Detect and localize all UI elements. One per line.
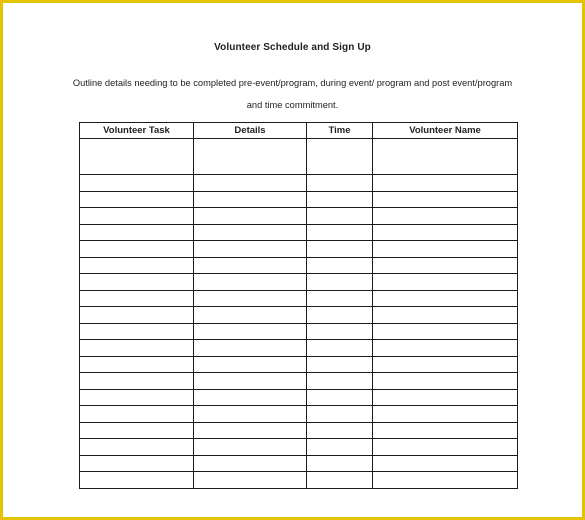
- time-cell[interactable]: [307, 439, 373, 456]
- name-cell[interactable]: [373, 455, 518, 472]
- time-cell[interactable]: [307, 356, 373, 373]
- time-cell[interactable]: [307, 422, 373, 439]
- details-cell[interactable]: [194, 224, 307, 241]
- task-cell[interactable]: [80, 175, 194, 192]
- name-cell[interactable]: [373, 356, 518, 373]
- table-row: [80, 455, 518, 472]
- task-cell[interactable]: [80, 373, 194, 390]
- details-cell[interactable]: [194, 241, 307, 258]
- time-cell[interactable]: [307, 389, 373, 406]
- table-row: [80, 472, 518, 489]
- table-row: [80, 139, 518, 175]
- table-row: [80, 307, 518, 324]
- document-title: Volunteer Schedule and Sign Up: [214, 42, 371, 53]
- time-cell[interactable]: [307, 373, 373, 390]
- name-cell[interactable]: [373, 224, 518, 241]
- time-cell[interactable]: [307, 406, 373, 423]
- task-cell[interactable]: [80, 406, 194, 423]
- table-row: [80, 257, 518, 274]
- time-cell[interactable]: [307, 472, 373, 489]
- time-cell[interactable]: [307, 257, 373, 274]
- name-cell[interactable]: [373, 307, 518, 324]
- task-cell[interactable]: [80, 241, 194, 258]
- table-row: [80, 274, 518, 291]
- time-cell[interactable]: [307, 175, 373, 192]
- details-cell[interactable]: [194, 439, 307, 456]
- details-cell[interactable]: [194, 191, 307, 208]
- task-cell[interactable]: [80, 208, 194, 225]
- details-cell[interactable]: [194, 356, 307, 373]
- task-cell[interactable]: [80, 389, 194, 406]
- details-cell[interactable]: [194, 257, 307, 274]
- task-cell[interactable]: [80, 439, 194, 456]
- details-cell[interactable]: [194, 389, 307, 406]
- name-cell[interactable]: [373, 139, 518, 175]
- document-description: [60, 72, 525, 116]
- time-cell[interactable]: [307, 455, 373, 472]
- task-cell[interactable]: [80, 472, 194, 489]
- name-cell[interactable]: [373, 208, 518, 225]
- time-cell[interactable]: [307, 340, 373, 357]
- time-cell[interactable]: [307, 191, 373, 208]
- table-row: [80, 356, 518, 373]
- table-row: [80, 191, 518, 208]
- description-line-2: and time commitment.: [246, 100, 339, 110]
- details-cell[interactable]: [194, 307, 307, 324]
- table-header-row: [80, 123, 518, 139]
- task-cell[interactable]: [80, 224, 194, 241]
- time-cell[interactable]: [307, 224, 373, 241]
- details-cell[interactable]: [194, 208, 307, 225]
- details-cell[interactable]: [194, 290, 307, 307]
- name-cell[interactable]: [373, 389, 518, 406]
- table-body: [80, 139, 518, 489]
- schedule-table: [79, 122, 518, 489]
- name-cell[interactable]: [373, 472, 518, 489]
- table-row: [80, 175, 518, 192]
- details-cell[interactable]: [194, 422, 307, 439]
- table-row: [80, 373, 518, 390]
- task-cell[interactable]: [80, 257, 194, 274]
- table-row: [80, 439, 518, 456]
- task-cell[interactable]: [80, 356, 194, 373]
- name-cell[interactable]: [373, 257, 518, 274]
- details-cell[interactable]: [194, 175, 307, 192]
- name-cell[interactable]: [373, 274, 518, 291]
- details-cell[interactable]: [194, 340, 307, 357]
- table-row: [80, 208, 518, 225]
- details-cell[interactable]: [194, 373, 307, 390]
- header-volunteer-task: Volunteer Task: [80, 123, 194, 139]
- details-cell[interactable]: [194, 139, 307, 175]
- time-cell[interactable]: [307, 307, 373, 324]
- task-cell[interactable]: [80, 422, 194, 439]
- description-line-1: Outline details needing to be completed pre-event/program, during event/ program and post event/program: [72, 78, 513, 88]
- name-cell[interactable]: [373, 439, 518, 456]
- table-row: [80, 290, 518, 307]
- details-cell[interactable]: [194, 274, 307, 291]
- header-details: Details: [194, 123, 307, 139]
- details-cell[interactable]: [194, 455, 307, 472]
- name-cell[interactable]: [373, 323, 518, 340]
- task-cell[interactable]: [80, 323, 194, 340]
- task-cell[interactable]: [80, 307, 194, 324]
- table-row: [80, 323, 518, 340]
- time-cell[interactable]: [307, 323, 373, 340]
- table-row: [80, 406, 518, 423]
- header-time: Time: [307, 123, 373, 139]
- details-cell[interactable]: [194, 323, 307, 340]
- time-cell[interactable]: [307, 241, 373, 258]
- name-cell[interactable]: [373, 406, 518, 423]
- details-cell[interactable]: [194, 406, 307, 423]
- table-row: [80, 389, 518, 406]
- name-cell[interactable]: [373, 241, 518, 258]
- details-cell[interactable]: [194, 472, 307, 489]
- time-cell[interactable]: [307, 139, 373, 175]
- task-cell[interactable]: [80, 455, 194, 472]
- task-cell[interactable]: [80, 274, 194, 291]
- time-cell[interactable]: [307, 274, 373, 291]
- name-cell[interactable]: [373, 422, 518, 439]
- name-cell[interactable]: [373, 191, 518, 208]
- table-row: [80, 241, 518, 258]
- task-cell[interactable]: [80, 191, 194, 208]
- table-row: [80, 422, 518, 439]
- task-cell[interactable]: [80, 340, 194, 357]
- task-cell[interactable]: [80, 139, 194, 175]
- task-cell[interactable]: [80, 290, 194, 307]
- name-cell[interactable]: [373, 340, 518, 357]
- header-volunteer-name: Volunteer Name: [373, 123, 518, 139]
- table-row: [80, 224, 518, 241]
- name-cell[interactable]: [373, 290, 518, 307]
- name-cell[interactable]: [373, 175, 518, 192]
- table-row: [80, 340, 518, 357]
- name-cell[interactable]: [373, 373, 518, 390]
- time-cell[interactable]: [307, 208, 373, 225]
- time-cell[interactable]: [307, 290, 373, 307]
